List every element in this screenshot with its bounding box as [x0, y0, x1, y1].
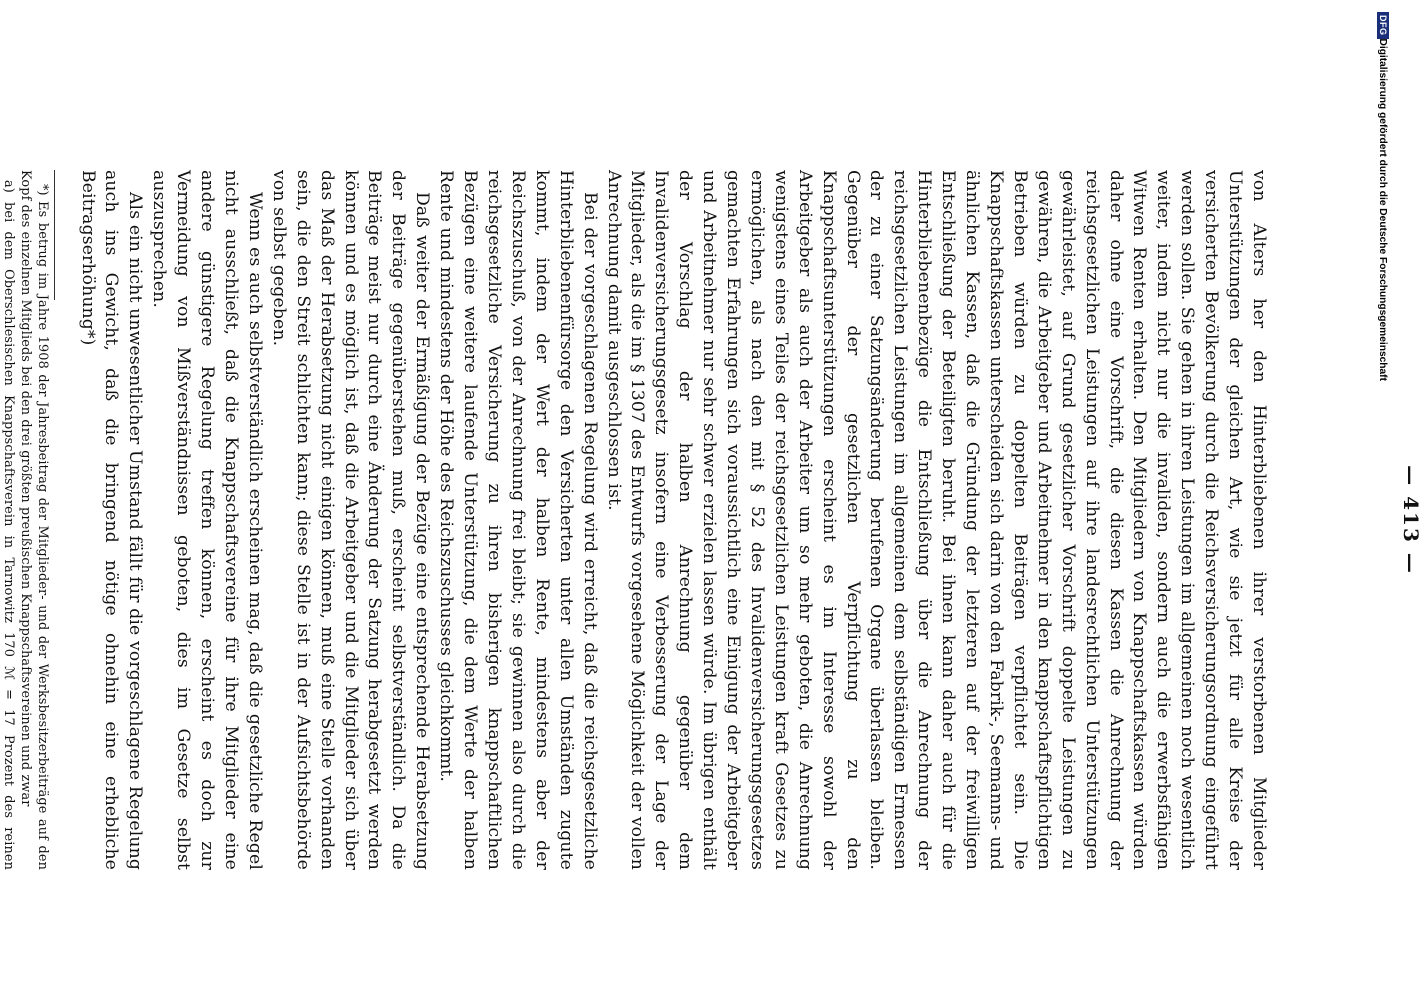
paragraph-5: Als ein nicht unwesentlicher Umstand fällt für die vorgeschlagene Regelung auch ins Gewicht, daß die bringend nötige ohnehin eine erhebliche Beitragserhöhung*) [77, 170, 146, 870]
footnote-separator [54, 170, 55, 300]
footnote-intro: *) Es betrug im Jahre 1908 der Jahresbeitrag der Mitglieder- und der Werksbesitzerbeiträge auf den Kopf des einzelnen Mitglieds bei den drei größten preußischen Knappschaftsvereinen und zwar [17, 170, 50, 870]
page-number: — 413 — [1399, 465, 1423, 575]
footnotes [0, 170, 55, 870]
paragraph-3: Daß weiter der Ermäßigung der Bezüge eine entsprechende Herabsetzung der Beiträge gegenüberstehen muß, erscheint selbstverständlich. Da die Beiträge meist nur durch eine Änderung der Satzung herabgesetzt werden können und es möglich ist, daß die Arbeitgeber und die Mitglieder sich über das Maß der Herabsetzung nicht einigen können, muß eine Stelle vorhanden sein, die den Streit schlichten kann; diese Stelle ist in der Aufsichtsbehörde von selbst gegeben. [268, 170, 433, 870]
dfg-logo: DFG [1377, 12, 1389, 39]
paragraph-1: von Alters her den Hinterbliebenen ihrer verstorbenen Mitglieder Unterstützungen der gleichen Art, wie sie jetzt für alle Kreise der versicherten Bevölkerung durch die Reichsversicherungsordnung eingeführt werden sollen. Sie gehen in ihren Leistungen im allgemeinen noch wesentlich weiter, indem nicht nur die invaliden, sondern auch die erwerbsfähigen Witwen Renten erhalten. Den Mitgliedern von Knappschaftskassen würden daher ohne eine Vorschrift, die diesen Kassen die Anrechnung der reichsgesetzlichen Leistungen auf ihre landesrechtlichen Unterstützungen gewährleistet, auf Grund gesetzlicher Vorschrift doppelte Leistungen zu gewähren, die Arbeitgeber und Arbeitnehmer in den knappschaftspflichtigen Betrieben würden zu doppelten Beiträgen verpflichtet sein. Die Knappschaftskassen unterscheiden sich darin von den Fabrik-, Seemanns- und ähnlichen Kassen, daß die Gründung der letzteren auf der freiwilligen Entschließung der Beteiligten beruht. Bei ihnen kann daher auch für die Hinterbliebenenbezüge die Entschließung über die Anrechnung der reichsgesetzlichen Leistungen im allgemeinen dem selbständigen Ermessen der zu einer Satzungsänderung berufenen Organe überlassen bleiben. Gegenüber der gesetzlichen Verpflichtung zu den Knappschaftsunterstützungen erscheint es im Interesse sowohl der Arbeitgeber als auch der Arbeiter um so mehr geboten, die Anrechnung wenigstens eines Teiles der reichsgesetzlichen Leistungen kraft Gesetzes zu ermöglichen, als nach den mit § 52 des Invalidenversicherungsgesetzes gemachten Erfahrungen sich voraussichtlich eine Einigung der Arbeitgeber und Arbeitnehmer nur sehr schwer erzielen lassen würde. Im übrigen enthält der Vorschlag der halben Anrechnung gegenüber dem Invalidenversicherungsgesetz insofern eine Verbesserung der Lage der Mitglieder, als die im § 1307 des Entwurfs vorgesehene Möglichkeit der vollen Anrechnung damit ausgeschlossen ist. [603, 170, 1269, 870]
paragraph-4: Wenn es auch selbstverständlich erscheinen mag, daß die gesetzliche Regel nicht ausschließt, daß die Knappschaftsvereine für ihre Mitglieder eine andere günstigere Regelung treffen können, erscheint es doch zur Vermeidung von Mißverständnissen geboten, dies im Gesetze selbst auszusprechen. [149, 170, 265, 870]
digitization-note-text: Digitalisierung gefördert durch die Deutsche Forschungsgemeinschaft [1377, 38, 1389, 381]
footnote-item-a: a) bei dem Oberschlesischen Knappschaftsverein in Tarnowitz 170 ℳ = 17 Prozent des reinen [1, 180, 17, 870]
digitization-credit [1374, 8, 1392, 683]
paragraph-2: Bei der vorgeschlagenen Regelung wird erreicht, daß die reichsgesetzliche Hinterbliebenenfürsorge den Versicherten unter allen Umständen zugute kommt, indem der Wert der halben Rente, mindestens aber der Reichszuschuß, von der Anrechnung frei bleibt; sie gewinnen also durch die reichsgesetzliche Versicherung zu ihren bisherigen knappschaftlichen Bezügen eine weitere laufende Unterstützung, die dem Werte der halben Rente und mindestens der Höhe des Reichszuschusses gleichkommt. [436, 170, 600, 870]
body-text [75, 170, 1270, 870]
